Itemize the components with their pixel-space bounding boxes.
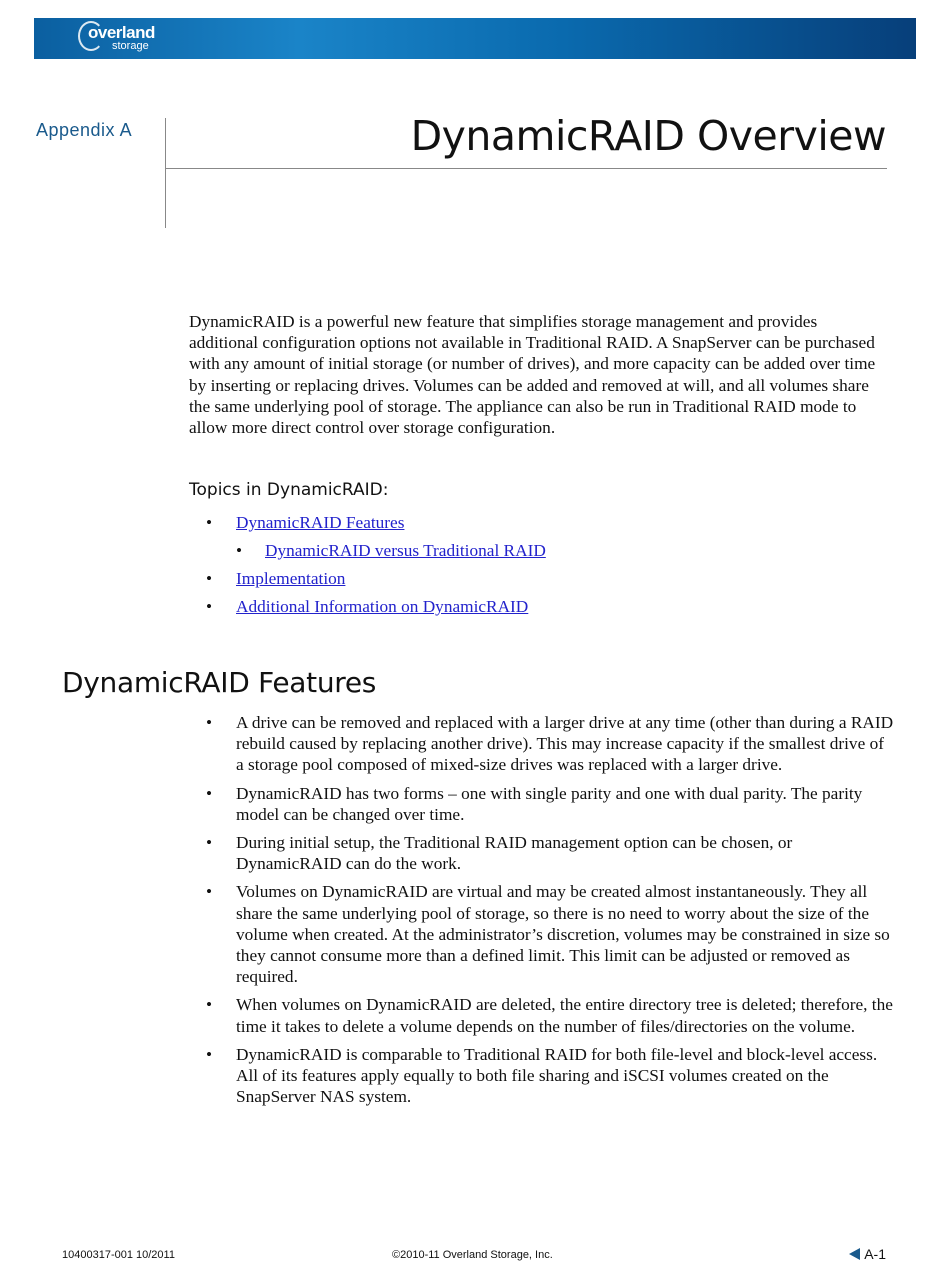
intro-paragraph: DynamicRAID is a powerful new feature that simplifies storage management and provides additional configuration options not available in Traditional RAID. A SnapServer can be purchased with any amount of initial storage (or number of drives), and more capacity can be added over time by inserting or replacing drives. Volumes can be added and removed at will, and all volumes share the same underlying pool of storage. The appliance can also be run in Traditional RAID mode to allow more direct control over storage configuration. (189, 312, 876, 438)
link-dynamicraid-vs-traditional[interactable]: DynamicRAID versus Traditional RAID (265, 541, 546, 560)
features-heading: DynamicRAID Features (62, 666, 377, 699)
overland-storage-logo (78, 21, 178, 57)
topic-item (189, 540, 889, 568)
feature-text: DynamicRAID is comparable to Traditional RAID for both file-level and block-level access. All of its features apply equally to both file sharing and iSCSI volumes created on the SnapServer NAS system. (236, 1044, 878, 1107)
bullet: • (206, 713, 213, 732)
appendix-label: Appendix A (36, 120, 133, 140)
header-banner (34, 18, 916, 59)
footer-page (849, 1246, 886, 1262)
previous-page-arrow-icon[interactable] (849, 1248, 860, 1260)
feature-text: Volumes on DynamicRAID are virtual and may be created almost instantaneously. They all share the same underlying pool of storage, so there is no need to worry about the size of the volume when created. At the administrator’s discretion, volumes may be constrained in size so they cannot consume more than a defined limit. This limit can be adjusted or removed as required. (236, 882, 890, 987)
bullet: • (206, 995, 213, 1015)
page-number: A-1 (864, 1246, 886, 1262)
bullet: • (236, 541, 243, 560)
feature-item (205, 881, 895, 987)
footer-copyright: ©2010-11 Overland Storage, Inc. (392, 1249, 553, 1261)
feature-item (205, 994, 895, 1036)
logo-text-bottom: storage (112, 40, 149, 52)
bullet: • (206, 833, 213, 853)
features-list (205, 712, 895, 1114)
topic-item (189, 512, 889, 540)
link-dynamicraid-features[interactable]: DynamicRAID Features (236, 513, 405, 532)
feature-item (205, 712, 895, 776)
topics-list (189, 512, 889, 624)
topic-item (189, 568, 889, 596)
feature-text: During initial setup, the Traditional RAID management option can be chosen, or DynamicRAID can do the work. (236, 833, 793, 874)
title-underline (166, 168, 887, 169)
link-implementation[interactable]: Implementation (236, 569, 346, 588)
vertical-divider (165, 118, 166, 228)
logo-text-top: overland (88, 23, 155, 42)
bullet: • (206, 1044, 213, 1064)
bullet: • (206, 597, 213, 616)
topics-heading: Topics in DynamicRAID: (189, 480, 389, 500)
feature-item (205, 832, 895, 874)
topic-item (189, 596, 889, 624)
page-title: DynamicRAID Overview (410, 112, 886, 160)
feature-text: When volumes on DynamicRAID are deleted, the entire directory tree is deleted; therefore, the time it takes to delete a volume depends on the number of files/directories on the volume. (236, 995, 893, 1036)
bullet: • (206, 569, 213, 588)
bullet: • (206, 783, 213, 803)
feature-text: DynamicRAID has two forms – one with single parity and one with dual parity. The parity model can be changed over time. (236, 783, 863, 824)
bullet: • (206, 882, 213, 902)
feature-item (205, 783, 895, 825)
link-additional-information[interactable]: Additional Information on DynamicRAID (236, 597, 529, 616)
bullet: • (206, 513, 213, 532)
feature-text: A drive can be removed and replaced with a larger drive at any time (other than during a RAID rebuild caused by replacing another drive). This may increase capacity if the smallest drive of a storage pool composed of mixed-size drives was replaced with a larger drive. (236, 713, 894, 775)
footer-doc-number: 10400317-001 10/2011 (62, 1249, 175, 1261)
feature-item (205, 1044, 895, 1108)
